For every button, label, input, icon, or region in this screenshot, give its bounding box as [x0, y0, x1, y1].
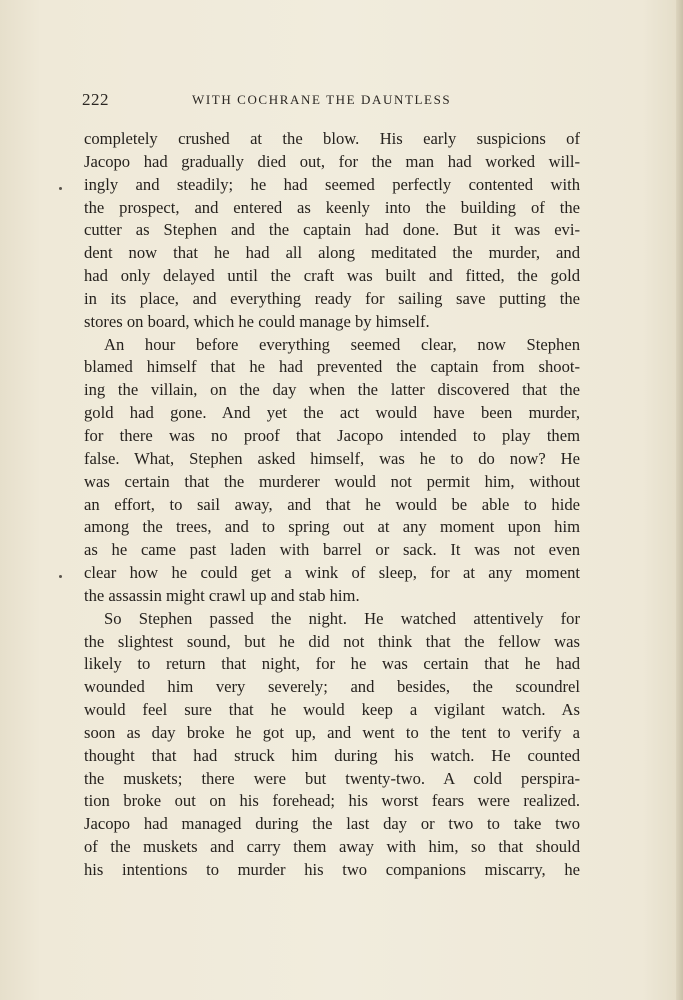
text-line: as he came past laden with barrel or sack. It was not even — [84, 540, 580, 560]
page-edge-shadow — [676, 0, 683, 1000]
text-line: had only delayed until the craft was built and fitted, the gold — [84, 266, 580, 286]
text-line: for there was no proof that Jacopo intended to play them — [84, 425, 580, 445]
text-line: dent now that he had all along meditated the murder, and — [84, 243, 580, 263]
text-line: an effort, to sail away, and that he would be able to hide — [84, 494, 580, 514]
text-line: Jacopo had gradually died out, for the man had worked will- — [84, 151, 580, 171]
text-line: would feel sure that he would keep a vigilant watch. As — [84, 700, 580, 720]
text-line: the muskets; there were but twenty-two. A cold perspira- — [84, 768, 580, 788]
text-line: among the trees, and to spring out at any moment upon him — [84, 517, 580, 537]
text-line: An hour before everything seemed clear, now Stephen — [104, 334, 580, 354]
text-line: in its place, and everything ready for sailing save putting the — [84, 288, 580, 308]
text-line: soon as day broke he got up, and went to the tent to verify a — [84, 722, 580, 742]
text-line: stores on board, which he could manage by himself. — [84, 311, 430, 331]
text-line: likely to return that night, for he was certain that he had — [84, 654, 580, 674]
text-line: cutter as Stephen and the captain had done. But it was evi- — [84, 220, 580, 240]
margin-mark — [59, 575, 62, 578]
text-line: the slightest sound, but he did not think that the fellow was — [84, 631, 580, 651]
page-header — [82, 90, 580, 110]
text-line: ingly and steadily; he had seemed perfectly contented with — [84, 174, 580, 194]
page-number: 222 — [82, 90, 109, 109]
text-line: blamed himself that he had prevented the captain from shoot- — [84, 357, 580, 377]
text-line: gold had gone. And yet the act would have been murder, — [84, 403, 580, 423]
text-line: his intentions to murder his two companions miscarry, he — [84, 860, 580, 879]
text-line: false. What, Stephen asked himself, was he to do now? He — [84, 448, 580, 468]
text-line: the prospect, and entered as keenly into the building of the — [84, 197, 580, 217]
text-line: thought that had struck him during his watch. He counted — [84, 745, 580, 765]
text-line: tion broke out on his forehead; his worst fears were realized. — [84, 791, 580, 811]
text-line: So Stephen passed the night. He watched attentively for — [104, 608, 580, 628]
text-line: wounded him very severely; and besides, the scoundrel — [84, 677, 580, 697]
text-line: of the muskets and carry them away with him, so that should — [84, 837, 580, 857]
text-line: completely crushed at the blow. His early suspicions of — [84, 129, 580, 148]
text-line: clear how he could get a wink of sleep, for at any moment — [84, 563, 580, 583]
body-text — [84, 128, 580, 882]
text-line: was certain that the murderer would not permit him, without — [84, 471, 580, 491]
margin-mark — [59, 187, 62, 190]
text-line: Jacopo had managed during the last day or two to take two — [84, 814, 580, 834]
text-line: ing the villain, on the day when the latter discovered that the — [84, 380, 580, 400]
running-head: WITH COCHRANE THE DAUNTLESS — [192, 92, 452, 107]
text-line: the assassin might crawl up and stab him. — [84, 585, 360, 605]
